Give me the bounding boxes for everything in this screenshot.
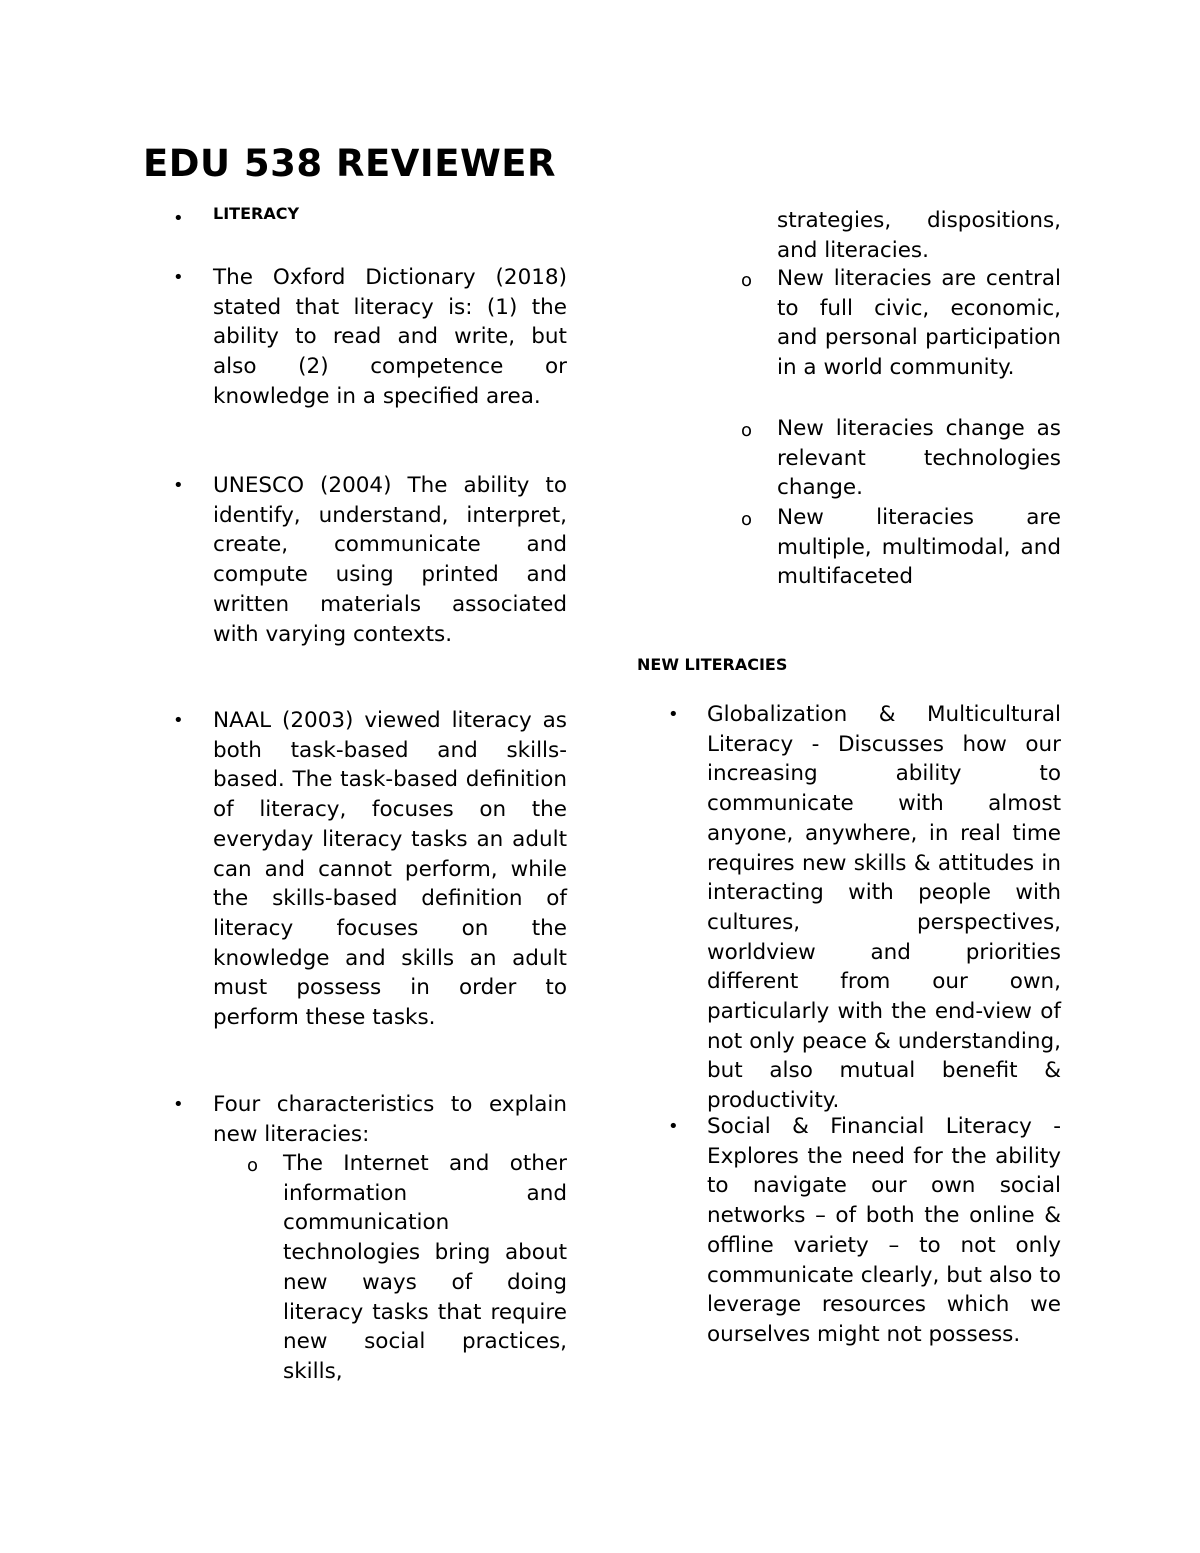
sub-bullet-icon: o: [741, 509, 753, 530]
bullet-icon: •: [668, 1116, 679, 1137]
sub-bullet-icon: o: [741, 270, 753, 291]
naal-definition: NAAL (2003) viewed literacy as both task-based and skills- based. The task-based definition of literacy, focuses on the everyday literacy tasks an adult can and cannot perform, while the skills-based definition of literacy focuses on the knowledge and skills an adult must possess in order to perform these tasks.: [213, 708, 567, 1031]
social-financial-literacy: Social & Financial Literacy - Explores the need for the ability to navigate our own social networks – of both the online & offline variety – to not only communicate clearly, but also to leverage resources which we ourselves might not possess.: [707, 1114, 1061, 1347]
bullet-icon: •: [668, 704, 679, 725]
bullet-icon: •: [173, 475, 184, 496]
sub-bullet-icon: o: [741, 420, 753, 441]
characteristic-1-part2: strategies, dispositions, and literacies.: [777, 208, 1061, 263]
unesco-definition: UNESCO (2004) The ability to identify, understand, interpret, create, communicate and compute using printed and written materials associated with varying contexts.: [213, 473, 567, 647]
new-literacies-heading: NEW LITERACIES: [637, 655, 788, 674]
literacy-heading: LITERACY: [213, 204, 300, 223]
four-characteristics: Four characteristics to explain new literacies:: [213, 1092, 567, 1147]
sub-bullet-icon: o: [247, 1155, 259, 1176]
characteristic-4: New literacies are multiple, multimodal, and multifaceted: [777, 505, 1061, 590]
page-title: EDU 538 REVIEWER: [143, 142, 557, 185]
characteristic-1-part1: The Internet and other information and communication technologies bring about new ways of doing literacy tasks that require new social practices, skills,: [283, 1151, 567, 1384]
characteristic-3: New literacies change as relevant technologies change.: [777, 416, 1061, 501]
oxford-definition: The Oxford Dictionary (2018) stated that literacy is: (1) the ability to read and write, but also (2) competence or knowledge in a specified area.: [213, 265, 567, 409]
bullet-icon: •: [173, 267, 184, 288]
bullet-icon: •: [173, 1094, 184, 1115]
bullet-icon: •: [173, 710, 184, 731]
globalization-literacy: Globalization & Multicultural Literacy - Discusses how our increasing ability to communicate with almost anyone, anywhere, in real time requires new skills & attitudes in interacting with people with cultures, perspectives, worldview and priorities different from our own, particularly with the end-view of not only peace & understanding, but also mutual benefit & productivity.: [707, 702, 1061, 1114]
characteristic-2: New literacies are central to full civic, economic, and personal participation in a world community.: [777, 266, 1061, 381]
bullet-icon: •: [173, 208, 184, 229]
